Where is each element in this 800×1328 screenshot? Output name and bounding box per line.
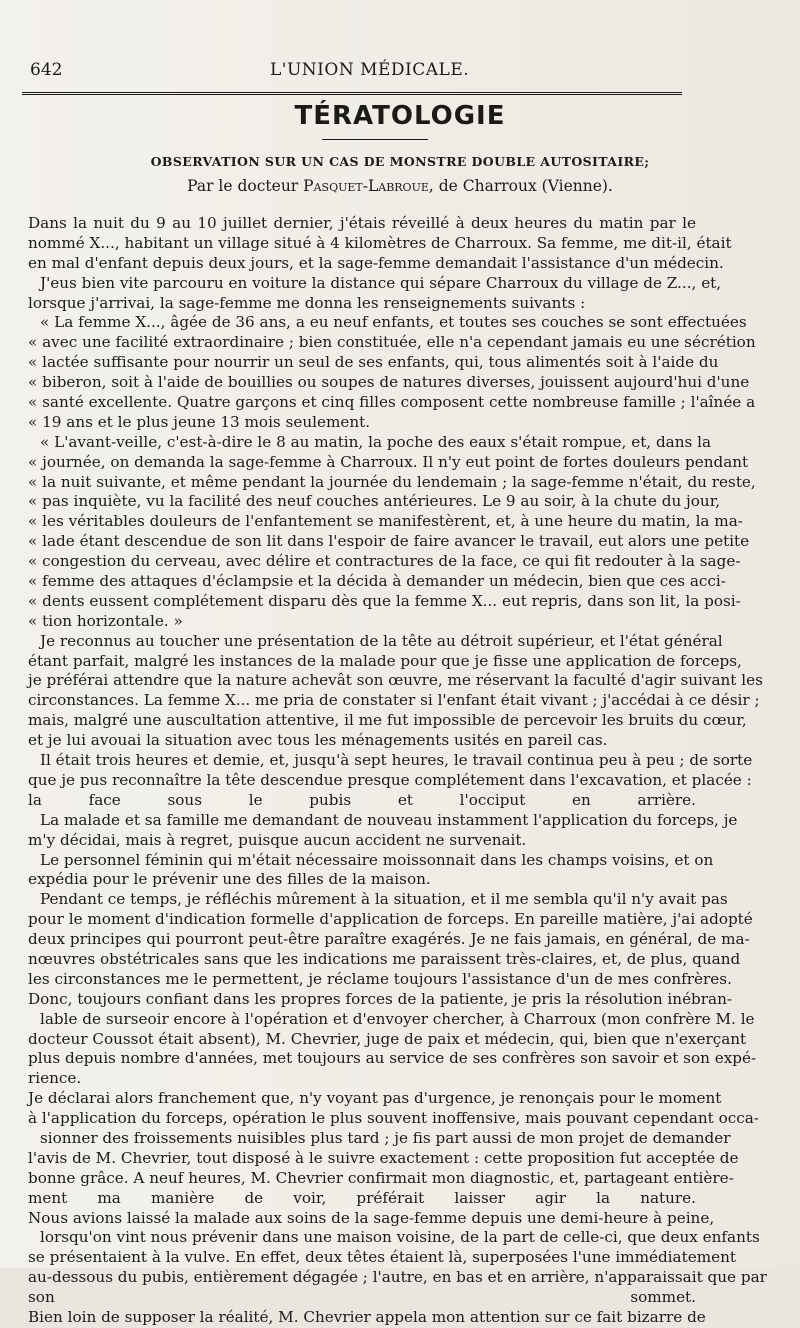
text-line: Dans la nuit du 9 au 10 juillet dernier, j'étais réveillé à deux heures du matin par le	[28, 214, 696, 232]
text-line: lorsque j'arrivai, la sage-femme me donna les renseignements suivants :	[28, 293, 586, 312]
text-line: Il était trois heures et demie, et, jusqu'à sept heures, le travail continua peu à peu ; de sorte	[40, 751, 753, 770]
running-head	[30, 60, 682, 82]
text-line: étant parfait, malgré les instances de la malade pour que je fisse une application de forceps,	[28, 651, 742, 670]
text-line: lable de surseoir encore à l'opération et d'envoyer chercher, à Charroux (mon confrère M. le	[40, 1009, 755, 1028]
header-rule	[22, 92, 682, 95]
text-line: je préférai attendre que la nature achevât son œuvre, me réservant la faculté d'agir suivant les	[28, 671, 763, 690]
byline-prefix: Par le docteur	[187, 177, 304, 195]
text-line: « 19 ans et le plus jeune 13 mois seulement.	[28, 412, 371, 431]
text-line: Je reconnus au toucher une présentation de la tête au détroit supérieur, et l'état général	[40, 631, 723, 650]
section-title: TÉRATOLOGIE	[294, 101, 506, 131]
text-line: circonstances. La femme X... me pria de constater si l'enfant était vivant ; j'accédai à ce désir ;	[28, 691, 760, 710]
text-line: « lade étant descendue de son lit dans l'espoir de faire avancer le travail, eut alors une petite	[28, 532, 750, 551]
journal-title: L'UNION MÉDICALE.	[270, 60, 470, 80]
text-line: plus depuis nombre d'années, met toujours au service de ses confrères son savoir et son expé-	[28, 1049, 757, 1068]
text-line: « L'avant-veille, c'est-à-dire le 8 au matin, la poche des eaux s'était rompue, et, dans la	[40, 432, 712, 451]
text-line: « congestion du cerveau, avec délire et contractures de la face, ce qui fit redouter à la sage-	[28, 552, 741, 571]
page-number: 642	[30, 60, 63, 80]
text-line: les circonstances me le permettent, je réclame toujours l'assistance d'un de mes confrères.	[28, 969, 732, 988]
text-line: La malade et sa famille me demandant de nouveau instamment l'application du forceps, je	[40, 810, 738, 829]
text-line: bonne grâce. A neuf heures, M. Chevrier confirmait mon diagnostic, et, partageant entière-	[28, 1168, 734, 1187]
text-line: « pas inquiète, vu la facilité des neuf couches antérieures. Le 9 au soir, à la chute du jour,	[28, 492, 721, 511]
text-line: deux principes qui pourront peut-être paraître exagérés. Je ne fais jamais, en général, de ma-	[28, 930, 750, 949]
text-line: nœuvres obstétricales sans que les indications me paraissent très-claires, et, de plus, quand	[28, 949, 741, 968]
text-line: « santé excellente. Quatre garçons et cinq filles composent cette nombreuse famille ; l'aînée a	[28, 393, 756, 412]
text-line: nommé X..., habitant un village situé à 4 kilomètres de Charroux. Sa femme, me dit-il, était	[28, 233, 732, 252]
text-line: « femme des attaques d'éclampsie et la décida à demander un médecin, bien que ces acci-	[28, 572, 726, 591]
text-line: « dents eussent complétement disparu dès que la femme X... eut repris, dans son lit, la posi-	[28, 591, 741, 610]
text-line: sionner des froissements nuisibles plus tard ; je fis part aussi de mon projet de demander	[40, 1128, 731, 1147]
text-line: Nous avions laissé la malade aux soins de la sage-femme depuis une demi-heure à peine,	[28, 1208, 715, 1227]
text-line: Je déclarai alors franchement que, n'y voyant pas d'urgence, je renonçais pour le moment	[28, 1089, 722, 1108]
text-line: « La femme X..., âgée de 36 ans, a eu neuf enfants, et toutes ses couches se sont effectuées	[40, 313, 747, 332]
text-line: et je lui avouai la situation avec tous les ménagements usités en pareil cas.	[28, 731, 608, 750]
byline-suffix: , de Charroux (Vienne).	[428, 177, 613, 195]
text-line: la face sous le pubis et l'occiput en arrière.	[28, 790, 696, 809]
text-line: « journée, on demanda la sage-femme à Charroux. Il n'y eut point de fortes douleurs pendant	[28, 452, 749, 471]
text-line: ment ma manière de voir, préférait laisser agir la nature.	[28, 1188, 696, 1207]
text-line: « lactée suffisante pour nourrir un seul de ses enfants, qui, tous alimentés soit à l'aide du	[28, 353, 719, 372]
text-line: rience.	[28, 1069, 82, 1088]
text-line: l'avis de M. Chevrier, tout disposé à le suivre exactement : cette proposition fut acceptée de	[28, 1148, 739, 1167]
text-line: mais, malgré une auscultation attentive, il me fut impossible de percevoir les bruits du cœur,	[28, 711, 747, 730]
byline	[0, 177, 800, 195]
author-name: Pasquet-Labroue	[303, 177, 429, 195]
text-line: docteur Coussot était absent), M. Chevrier, juge de paix et médecin, qui, bien que n'exerçant	[28, 1029, 747, 1048]
text-line: m'y décidai, mais à regret, puisque aucun accident ne survenait.	[28, 830, 527, 849]
text-line: Le personnel féminin qui m'était nécessaire moissonnait dans les champs voisins, et on	[40, 850, 714, 869]
text-line: en mal d'enfant depuis deux jours, et la sage-femme demandait l'assistance d'un médecin.	[28, 253, 724, 272]
text-line: à l'application du forceps, opération le plus souvent inoffensive, mais pouvant cependant occa-	[28, 1109, 759, 1128]
article-body	[28, 214, 767, 1328]
text-line: au-dessous du pubis, entièrement dégagée ; l'autre, en bas et en arrière, n'apparaissait que par	[28, 1268, 767, 1287]
text-line: pour le moment d'indication formelle d'application de forceps. En pareille matière, j'ai adopté	[28, 910, 753, 929]
text-line: se présentaient à la vulve. En effet, deux têtes étaient là, superposées l'une immédiatement	[28, 1248, 736, 1267]
text-line: Donc, toujours confiant dans les propres forces de la patiente, je pris la résolution inébran-	[28, 989, 733, 1008]
text-line: « avec une facilité extraordinaire ; bien constituée, elle n'a cependant jamais eu une sécrétion	[28, 333, 756, 352]
text-line: Pendant ce temps, je réfléchis mûrement à la situation, et il me sembla qu'il n'y avait pas	[40, 890, 728, 909]
text-line: J'eus bien vite parcouru en voiture la distance qui sépare Charroux du village de Z..., et,	[40, 273, 722, 292]
title-rule	[322, 139, 428, 140]
text-line: expédia pour le prévenir une des filles de la maison.	[28, 870, 431, 889]
text-line: « les véritables douleurs de l'enfantement se manifestèrent, et, à une heure du matin, la ma-	[28, 512, 743, 531]
observation-title: OBSERVATION SUR UN CAS DE MONSTRE DOUBLE AUTOSITAIRE;	[150, 154, 650, 169]
text-line: « tion horizontale. »	[28, 611, 183, 630]
text-line: son sommet.	[28, 1288, 696, 1307]
text-line: « la nuit suivante, et même pendant la journée du lendemain ; la sage-femme n'était, du reste,	[28, 472, 756, 491]
text-line: Bien loin de supposer la réalité, M. Chevrier appela mon attention sur ce fait bizarre de	[28, 1307, 706, 1326]
text-line: lorsqu'on vint nous prévenir dans une maison voisine, de la part de celle-ci, que deux enfants	[40, 1228, 760, 1247]
text-line: « biberon, soit à l'aide de bouillies ou soupes de natures diverses, jouissent aujourd'hui d'une	[28, 373, 750, 392]
text-line: que je pus reconnaître la tête descendue presque complétement dans l'excavation, et placée :	[28, 770, 752, 789]
